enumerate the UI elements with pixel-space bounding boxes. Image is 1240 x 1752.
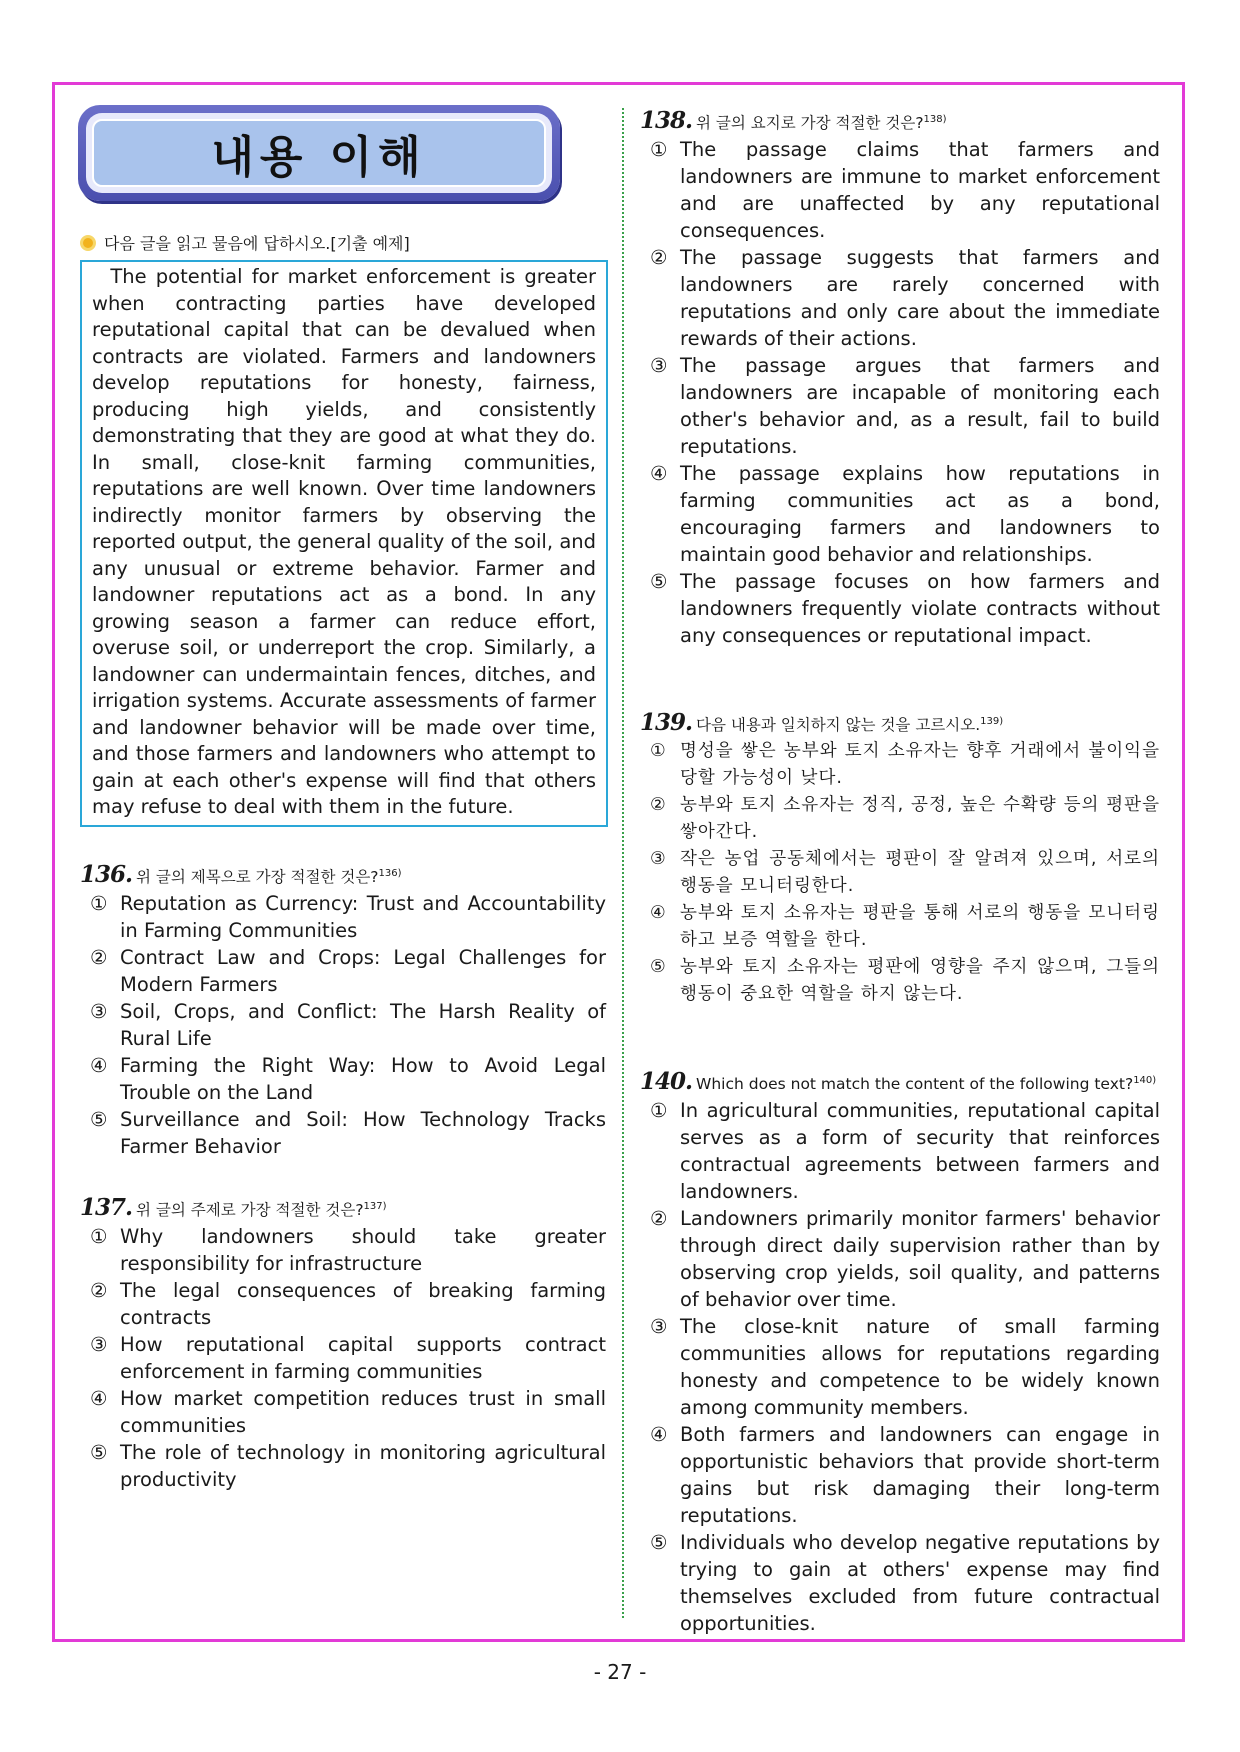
option-text: Individuals who develop negative reputations by trying to gain at others' expense may find themselves excluded from future contractual opportunities. <box>680 1531 1160 1635</box>
question-number: 139. <box>640 709 693 736</box>
option-marker: ⑤ <box>90 1107 108 1131</box>
option-text: How reputational capital supports contract enforcement in farming communities <box>120 1332 606 1383</box>
option-item <box>640 1097 1160 1205</box>
option-marker: ① <box>650 138 668 161</box>
question-header <box>80 1194 606 1221</box>
footnote-ref: 140) <box>1133 1074 1157 1086</box>
option-item <box>640 460 1160 568</box>
question-stem: 다음 내용과 일치하지 않는 것을 고르시오.$^{139)}$ <box>696 715 1004 734</box>
option-text: The legal consequences of breaking farming contracts <box>120 1278 606 1329</box>
question-137 <box>80 1194 606 1493</box>
option-marker: ② <box>650 1207 668 1230</box>
question-stem: 위 글의 요지로 가장 적절한 것은?$^{138)}$ <box>696 113 947 132</box>
reading-passage: The potential for market enforcement is greater when contracting parties have developed reputational capital that can be devalued when contracts are violated. Farmers and landowners develop reputations for honesty, fairness, producing high yields, and consistently demonstrating that they are good at what they do. In small, close-knit farming communities, reputations are well known. Over time landowners indirectly monitor farmers by observing the reported output, the general quality of the soil, and any unusual or extreme behavior. Farmer and landowner reputations act as a bond. In any growing season a farmer can reduce effort, overuse soil, or underreport the crop. Similarly, a landowner can undermaintain fences, ditches, and irrigation systems. Accurate assessments of farmer and landowner behavior will be made over time, and those farmers and landowners who attempt to gain at each other's expense will find that others may refuse to deal with them in the future. <box>80 260 608 827</box>
options-list <box>640 1097 1160 1637</box>
option-text: Farming the Right Way: How to Avoid Legal Trouble on the Land <box>120 1053 606 1104</box>
question-number: 140. <box>640 1068 693 1095</box>
option-item <box>80 1223 606 1277</box>
right-column <box>640 105 1160 1637</box>
option-text: 농부와 토지 소유자는 평판에 영향을 주지 않으며, 그들의 행동이 중요한 역할을 하지 않는다. <box>680 957 1160 1004</box>
option-text: 농부와 토지 소유자는 정직, 공정, 높은 수확량 등의 평판을 쌓아간다. <box>680 795 1160 842</box>
question-138 <box>640 107 1160 649</box>
option-marker: ⑤ <box>650 1531 668 1554</box>
option-marker: ② <box>650 246 668 269</box>
instruction <box>80 231 606 254</box>
column-divider <box>622 108 624 1618</box>
option-marker: ④ <box>650 1423 668 1446</box>
option-item <box>640 568 1160 649</box>
option-item <box>80 1106 606 1160</box>
option-item <box>80 1439 606 1493</box>
option-marker: ③ <box>650 849 667 869</box>
title-banner <box>78 105 560 201</box>
option-marker: ④ <box>90 1386 108 1410</box>
option-text: 명성을 쌓은 농부와 토지 소유자는 향후 거래에서 불이익을 당할 가능성이 낮다. <box>680 741 1160 788</box>
options-list <box>80 890 606 1160</box>
question-header <box>640 107 1160 134</box>
option-marker: ④ <box>650 903 667 923</box>
option-item <box>640 792 1160 846</box>
options-list <box>80 1223 606 1493</box>
option-item <box>640 136 1160 244</box>
question-number: 137. <box>80 1193 133 1221</box>
option-item <box>80 1331 606 1385</box>
option-text: 농부와 토지 소유자는 평판을 통해 서로의 행동을 모니터링하고 보증 역할을 한다. <box>680 903 1160 950</box>
option-item <box>80 890 606 944</box>
option-item <box>80 1052 606 1106</box>
question-136 <box>80 861 606 1160</box>
page-title: 내용 이해 <box>92 119 546 187</box>
question-140 <box>640 1068 1160 1637</box>
option-marker: ① <box>90 1224 108 1248</box>
option-marker: ② <box>90 945 108 969</box>
option-item <box>80 944 606 998</box>
instruction-text: 다음 글을 읽고 물음에 답하시오.[기출 예제] <box>104 234 410 253</box>
question-header <box>640 1068 1160 1095</box>
footnote-ref: 139) <box>980 715 1004 727</box>
option-text: In agricultural communities, reputational capital serves as a form of security that reinforces contractual agreements between farmers and landowners. <box>680 1099 1160 1203</box>
option-text: Surveillance and Soil: How Technology Tracks Farmer Behavior <box>120 1107 606 1158</box>
option-item <box>640 846 1160 900</box>
option-item <box>640 900 1160 954</box>
option-item <box>640 244 1160 352</box>
footnote-ref: 137) <box>363 1200 387 1212</box>
page-number: - 27 - <box>593 1660 647 1684</box>
option-item <box>80 1385 606 1439</box>
question-header <box>640 709 1160 736</box>
option-marker: ④ <box>650 462 668 485</box>
option-marker: ① <box>90 891 108 915</box>
option-item <box>640 738 1160 792</box>
option-marker: ③ <box>650 1315 668 1338</box>
option-text: How market competition reduces trust in small communities <box>120 1386 606 1437</box>
option-marker: ① <box>650 741 667 761</box>
options-list <box>640 738 1160 1008</box>
option-marker: ⑤ <box>90 1440 108 1464</box>
footnote-ref: 138) <box>923 113 947 125</box>
option-item <box>80 1277 606 1331</box>
option-text: The role of technology in monitoring agricultural productivity <box>120 1440 606 1491</box>
option-marker: ③ <box>90 999 108 1023</box>
option-text: The passage suggests that farmers and landowners are rarely concerned with reputations and only care about the immediate rewards of their actions. <box>680 246 1160 350</box>
option-marker: ③ <box>650 354 668 377</box>
option-marker: ④ <box>90 1053 108 1077</box>
question-number: 138. <box>640 107 693 134</box>
option-text: 작은 농업 공동체에서는 평판이 잘 알려져 있으며, 서로의 행동을 모니터링한다. <box>680 849 1160 896</box>
option-marker: ⑤ <box>650 957 667 977</box>
option-text: The close-knit nature of small farming communities allows for reputations regarding honesty and competence to be widely known among community members. <box>680 1315 1160 1419</box>
footnote-ref: 136) <box>378 867 402 879</box>
option-item <box>640 954 1160 1008</box>
option-item <box>640 1421 1160 1529</box>
option-text: Reputation as Currency: Trust and Accountability in Farming Communities <box>120 891 606 942</box>
option-item <box>640 352 1160 460</box>
option-text: The passage explains how reputations in farming communities act as a bond, encouraging farmers and landowners to maintain good behavior and relationships. <box>680 462 1160 566</box>
option-text: Both farmers and landowners can engage in opportunistic behaviors that provide short-term gains but risk damaging their long-term reputations. <box>680 1423 1160 1527</box>
question-header <box>80 861 606 888</box>
option-marker: ② <box>90 1278 108 1302</box>
options-list <box>640 136 1160 649</box>
question-stem: 위 글의 제목으로 가장 적절한 것은?$^{136)}$ <box>136 867 402 886</box>
option-marker: ① <box>650 1099 668 1122</box>
option-text: The passage focuses on how farmers and landowners frequently violate contracts without any consequences or reputational impact. <box>680 570 1160 647</box>
option-marker: ② <box>650 795 667 815</box>
question-139 <box>640 709 1160 1008</box>
option-text: Why landowners should take greater responsibility for infrastructure <box>120 1224 606 1275</box>
option-text: Landowners primarily monitor farmers' behavior through direct daily supervision rather than by observing crop yields, soil quality, and patterns of behavior over time. <box>680 1207 1160 1311</box>
option-text: Soil, Crops, and Conflict: The Harsh Reality of Rural Life <box>120 999 606 1050</box>
option-marker: ⑤ <box>650 570 668 593</box>
option-item <box>640 1313 1160 1421</box>
question-number: 136. <box>80 860 133 888</box>
option-text: The passage claims that farmers and landowners are immune to market enforcement and are unaffected by any reputational consequences. <box>680 138 1160 242</box>
question-stem: Which does not match the content of the following text?$^{140)}$ <box>696 1074 1157 1093</box>
option-item <box>640 1529 1160 1637</box>
option-item <box>640 1205 1160 1313</box>
option-text: Contract Law and Crops: Legal Challenges for Modern Farmers <box>120 945 606 996</box>
option-item <box>80 998 606 1052</box>
option-marker: ③ <box>90 1332 108 1356</box>
question-stem: 위 글의 주제로 가장 적절한 것은?$^{137)}$ <box>136 1200 387 1219</box>
left-column <box>80 105 606 1493</box>
option-text: The passage argues that farmers and landowners are incapable of monitoring each other's behavior and, as a result, fail to build reputations. <box>680 354 1160 458</box>
flower-icon <box>80 235 96 251</box>
